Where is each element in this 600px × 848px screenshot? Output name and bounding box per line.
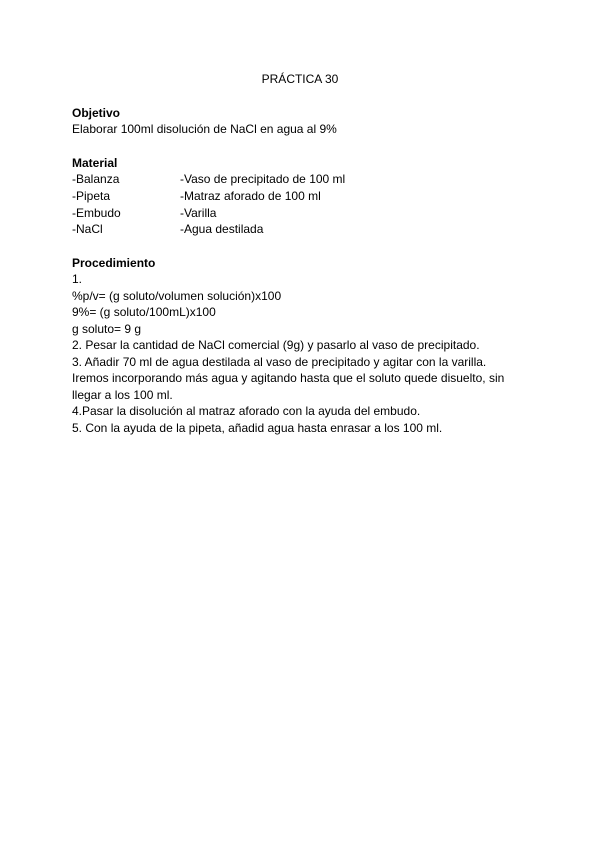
objetivo-heading: Objetivo [72, 106, 121, 120]
formula-line: %p/v= (g soluto/volumen solución)x100 [72, 288, 282, 303]
procedimiento-heading: Procedimiento [72, 256, 156, 270]
page-title: PRÁCTICA 30 [261, 72, 339, 86]
formula-line: 9%= (g soluto/100mL)x100 [72, 305, 216, 319]
material-row [72, 205, 532, 222]
procedure-step: 3. Añadir 70 ml de agua destilada al vaso de precipitado y agitar con la varilla. Iremos incorporando más agua y agitando hasta que el soluto quede disuelto, sin llegar a los 100 ml. [72, 354, 505, 402]
material-item: -NaCl [72, 222, 103, 237]
material-item: -Balanza [72, 172, 120, 186]
procedure-step: 2. Pesar la cantidad de NaCl comercial (9g) y pasarlo al vaso de precipitado. [72, 338, 480, 352]
material-row [72, 188, 532, 205]
procedimiento-section [72, 255, 532, 436]
procedure-step: 1. [72, 272, 83, 286]
objetivo-section [72, 105, 532, 138]
objetivo-text: Elaborar 100ml disolución de NaCl en agua al 9% [72, 122, 337, 136]
material-item: -Pipeta [72, 188, 111, 203]
material-item: -Matraz aforado de 100 ml [180, 188, 321, 203]
procedure-step: 4.Pasar la disolución al matraz aforado con la ayuda del embudo. [72, 404, 421, 418]
material-section [72, 155, 532, 238]
formula-line: g soluto= 9 g [72, 321, 142, 336]
material-item: -Embudo [72, 205, 121, 220]
material-item: -Agua destilada [180, 222, 264, 237]
procedure-step: 5. Con la ayuda de la pipeta, añadid agua hasta enrasar a los 100 ml. [72, 420, 443, 435]
material-item: -Varilla [180, 205, 217, 220]
material-item: -Vaso de precipitado de 100 ml [180, 172, 346, 186]
material-row [72, 221, 532, 238]
material-heading: Material [72, 156, 118, 170]
material-row [72, 171, 532, 188]
